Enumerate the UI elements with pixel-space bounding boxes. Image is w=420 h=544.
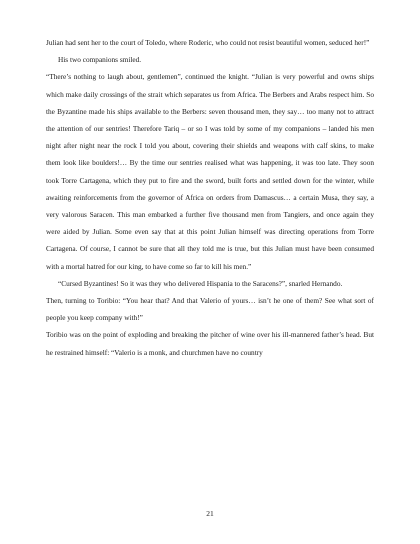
page-number: 21 [206, 509, 214, 518]
paragraph: Then, turning to Toribio: “You hear that? And that Valerio of yours… isn’t he one of them? See what sort of people you keep company with!” [46, 296, 374, 323]
paragraph: His two companions smiled. [58, 55, 142, 65]
paragraph: Julian had sent her to the court of Toledo, where Roderic, who could not resist beautiful women, seduced her!” [46, 38, 370, 47]
body-text [46, 34, 374, 361]
paragraph: “There’s nothing to laugh about, gentlemen”, continued the knight. “Julian is very powerful and owns ships which make daily crossings of the strait which separates us from Africa. The Berbers and Arabs respect him. So the Byzantine made his ships available to the Berbers: seven thousand men, they say… too many not to attract the attention of our sentries! Therefore Tariq – or so I was told by some of my companions – landed his men night after night near the rock I told you about, covering their shields and weapons with calf skins, to make them look like boulders!… By the time our sentries realised what was happening, it was too late. They soon took Torre Cartagena, which they put to fire and the sword, built forts and settled down for the winter, while awaiting reinforcements from the governor of Africa on orders from Damascus… a certain Musa, they say, a very valorous Saracen. This man embarked a further five thousand men from Tangiers, and once again they were aided by Julian. Some even say that at this point Julian himself was directing operations from Torre Cartagena. Of course, I cannot be sure that all they told me is true, but this Julian must have been consumed with a mortal hatred for our king, to have come so far to kill his men.” [46, 72, 374, 271]
paragraph: “Cursed Byzantines! So it was they who delivered Hispania to the Saracens?”, snarled Hernando. [58, 278, 343, 288]
paragraph: Toribio was on the point of exploding and breaking the pitcher of wine over his ill-mannered father’s head. But he restrained himself: “Valerio is a monk, and churchmen have no country [46, 330, 374, 357]
